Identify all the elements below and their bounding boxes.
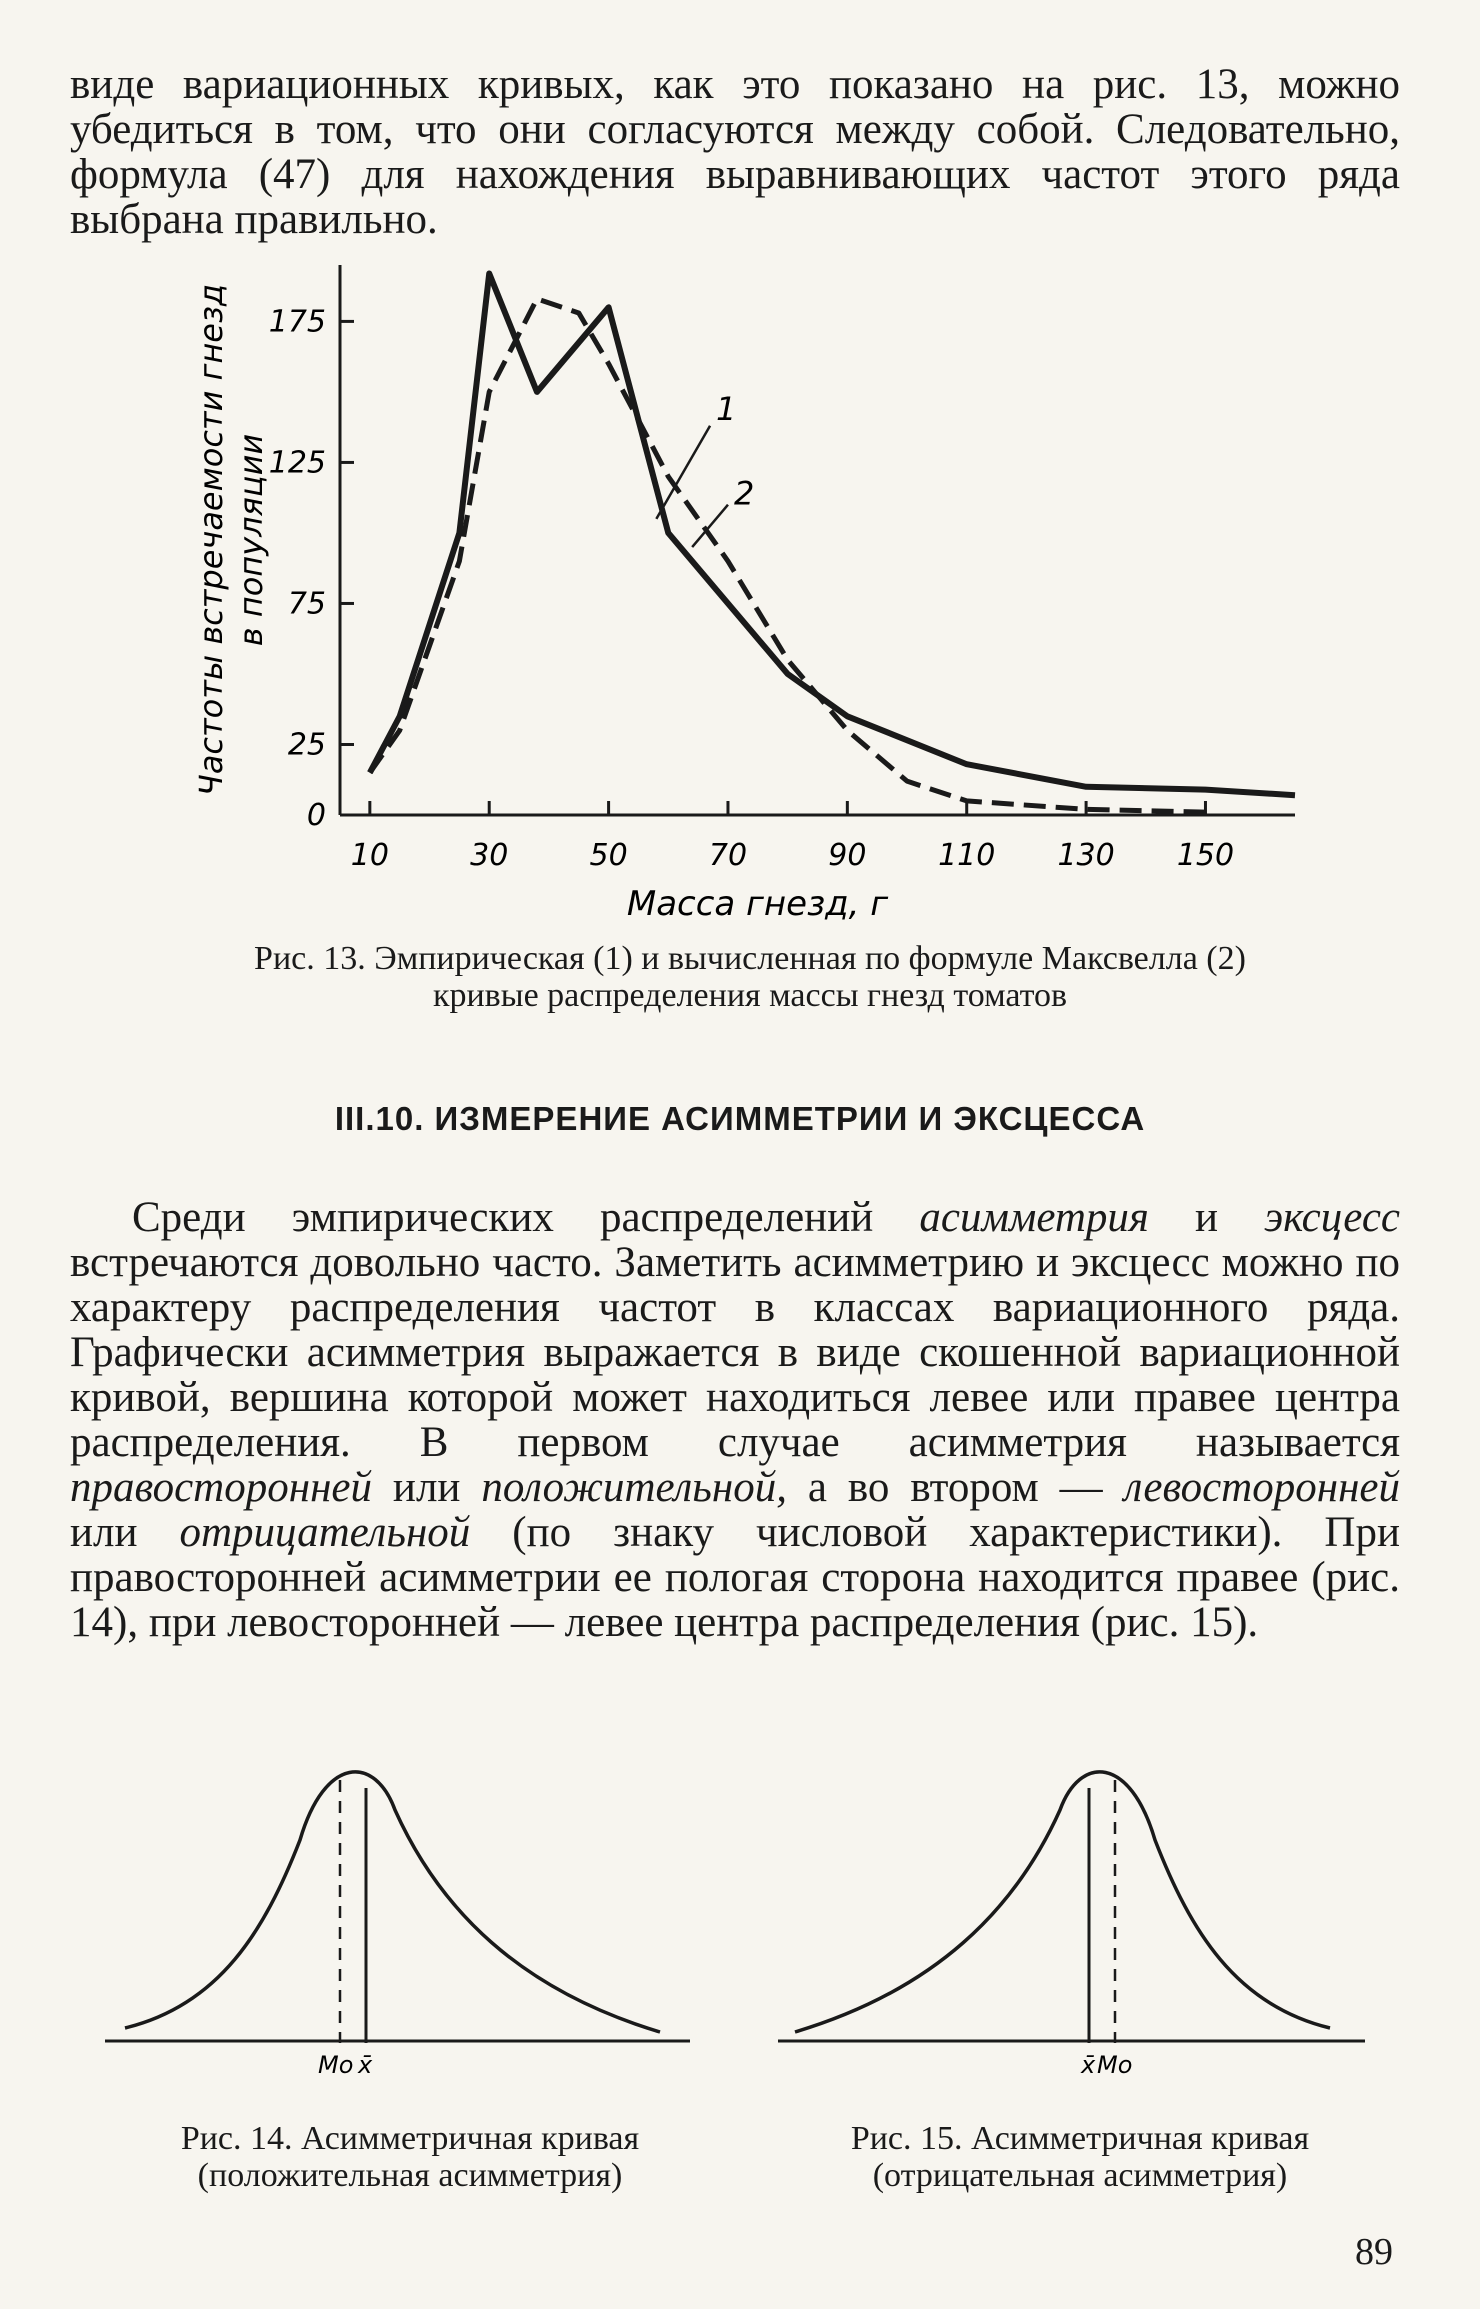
y-tick-label-125: 125 xyxy=(268,445,326,481)
x-axis-title: Масса гнезд, г xyxy=(626,884,889,924)
body-text-5: а во втором — xyxy=(786,1464,1124,1511)
x-tick-label-30: 30 xyxy=(470,838,509,873)
body-text-7: (по знаку числовой характеристики). При правосторонней асимметрии ее пологая сторона находится правее (рис. 14), при левосторонней — левее центра распределения (рис. 15). xyxy=(70,1509,1400,1646)
x-tick-label-150: 150 xyxy=(1176,838,1235,873)
figure-13-chart xyxy=(0,0,1480,940)
x-tick-label-130: 130 xyxy=(1057,838,1115,873)
fig15-mean-label: x̄ xyxy=(1081,2051,1096,2079)
body-text-3: встречаются довольно часто. Заметить асимметрию и эксцесс можно по характеру распределения частот в классах вариационного ряда. Графически асимметрия выражается в виде скошенной вариационной кривой, вершина которой может находиться левее или правее центра распределения. В первом случае асимметрия называется xyxy=(70,1239,1400,1466)
body-text-2: и xyxy=(1148,1194,1265,1241)
figure-14-caption: Рис. 14. Асимметричная кривая (положительная асимметрия) xyxy=(180,2120,640,2194)
y-tick-label-175: 175 xyxy=(268,304,326,340)
fig14-skewed-curve xyxy=(125,1772,660,2032)
y-tick-label-25: 25 xyxy=(287,727,326,763)
series-1-leader xyxy=(656,426,710,519)
y-tick-label-0: 0 xyxy=(306,798,326,833)
fig14-mode-label: Mo xyxy=(318,2051,354,2079)
section-heading: III.10. ИЗМЕРЕНИЕ АСИММЕТРИИ И ЭКСЦЕССА xyxy=(334,1100,1146,1137)
body-text-6: или xyxy=(70,1509,180,1556)
y-axis-title-line1: Частоты встречаемости гнезд xyxy=(192,283,230,797)
series-1-label: 1 xyxy=(716,390,737,429)
series-2-leader xyxy=(692,505,728,547)
series-line-1 xyxy=(370,273,1295,795)
term-excess: эксцесс xyxy=(1264,1194,1400,1241)
figure-15-caption: Рис. 15. Асимметричная кривая (отрицательная асимметрия) xyxy=(850,2120,1310,2194)
body-text-4: или xyxy=(372,1464,482,1511)
term-negative: отрицательной xyxy=(179,1509,471,1556)
fig15-mode-label: Mo xyxy=(1097,2051,1133,2079)
chart-series-group xyxy=(370,273,1295,812)
figure-13-caption: Рис. 13. Эмпирическая (1) и вычисленная по формуле Максвелла (2) кривые распределения массы гнезд томатов xyxy=(254,940,1246,1014)
term-right-sided: правосторонней xyxy=(70,1464,372,1511)
fig14-mean-label: x̄ xyxy=(358,2051,373,2079)
figure-14-curve xyxy=(100,1760,700,2090)
series-line-2 xyxy=(370,299,1206,812)
fig15-skewed-curve xyxy=(795,1772,1330,2032)
x-tick-label-90: 90 xyxy=(828,838,867,873)
term-positive: положительной, xyxy=(481,1464,787,1511)
term-asymmetry: асимметрия xyxy=(919,1194,1149,1241)
body-paragraph xyxy=(70,1195,1400,1645)
term-left-sided: левосторонней xyxy=(1123,1464,1400,1511)
body-text-1: Среди эмпирических распределений xyxy=(132,1194,920,1241)
page-number: 89 xyxy=(1355,2231,1393,2273)
x-tick-label-110: 110 xyxy=(938,838,996,873)
x-tick-label-10: 10 xyxy=(350,838,389,873)
x-tick-label-50: 50 xyxy=(589,838,628,873)
series-2-label: 2 xyxy=(733,474,755,513)
figure-15-curve xyxy=(770,1760,1370,2090)
y-tick-label-75: 75 xyxy=(287,586,326,622)
intro-paragraph: виде вариационных кривых, как это показано на рис. 13, можно убедиться в том, что они согласуются между собой. Следовательно, формула (47) для нахождения выравнивающих частот этого ряда выбрана правильно. xyxy=(70,61,1400,243)
x-tick-label-70: 70 xyxy=(708,838,748,873)
y-axis-title-line2: в популяции xyxy=(232,433,270,647)
